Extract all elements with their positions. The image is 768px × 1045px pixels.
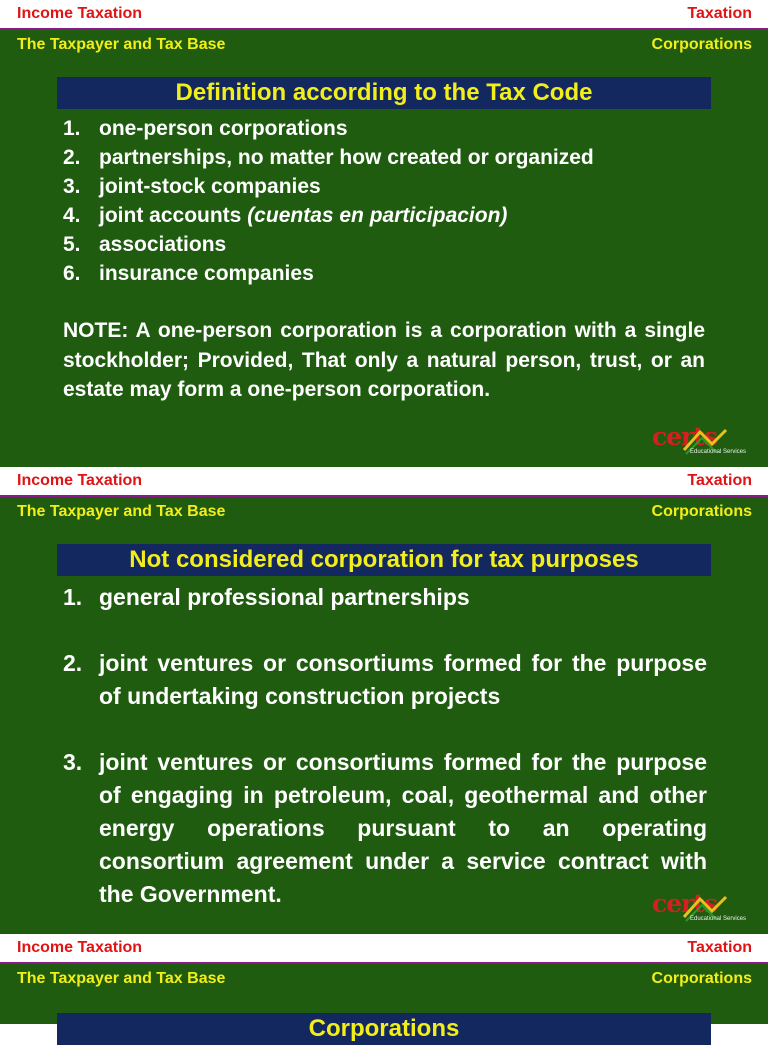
top-bar xyxy=(0,934,768,964)
certs-logo: certs Educational Services xyxy=(652,422,747,455)
list-item: 1. general professional partnerships xyxy=(63,584,470,610)
course-title: Income Taxation xyxy=(17,472,143,489)
list-item: 4. joint accounts (cuentas en participacion) xyxy=(63,204,508,227)
list-item: 2. partnerships, no matter how created or organized xyxy=(63,146,594,169)
definition-list xyxy=(63,114,723,288)
exclusion-list xyxy=(63,581,707,911)
topic-title: Corporations xyxy=(651,36,752,53)
course-title: Income Taxation xyxy=(17,939,143,956)
slide-definition xyxy=(0,0,768,467)
sub-bar xyxy=(0,966,768,994)
certs-logo: certs Educational Services xyxy=(652,889,747,922)
subject-title: Taxation xyxy=(687,5,752,22)
top-bar xyxy=(0,467,768,497)
slide-corporations xyxy=(0,934,768,1042)
list-item: 2. joint ventures or consortiums formed for the purpose of undertaking construction projects xyxy=(63,650,707,709)
list-item: 6. insurance companies xyxy=(63,262,314,285)
slide-heading: Not considered corporation for tax purposes xyxy=(57,544,711,576)
top-bar xyxy=(0,0,768,30)
topic-title: Corporations xyxy=(651,503,752,520)
course-title: Income Taxation xyxy=(17,5,143,22)
slide-heading: Definition according to the Tax Code xyxy=(57,77,711,109)
chapter-title: The Taxpayer and Tax Base xyxy=(17,503,226,520)
note-text: NOTE: A one-person corporation is a corporation with a single stockholder; Provided, That only a natural person, trust, or an estate may form a one-person corporation. xyxy=(63,319,705,401)
list-item: 3. joint ventures or consortiums formed for the purpose of engaging in petroleum, coal, geothermal and other energy operations pursuant to an operating consortium agreement under a service contract with the Government. xyxy=(63,749,707,907)
subject-title: Taxation xyxy=(687,939,752,956)
slide-not-considered xyxy=(0,467,768,934)
slide-heading: Corporations xyxy=(57,1013,711,1045)
list-item: 3. joint-stock companies xyxy=(63,175,321,198)
chapter-title: The Taxpayer and Tax Base xyxy=(17,970,226,987)
subject-title: Taxation xyxy=(687,472,752,489)
sub-bar xyxy=(0,499,768,527)
sub-bar xyxy=(0,32,768,60)
list-item: 5. associations xyxy=(63,233,227,256)
list-item: 1. one-person corporations xyxy=(63,117,348,140)
topic-title: Corporations xyxy=(651,970,752,987)
chapter-title: The Taxpayer and Tax Base xyxy=(17,36,226,53)
